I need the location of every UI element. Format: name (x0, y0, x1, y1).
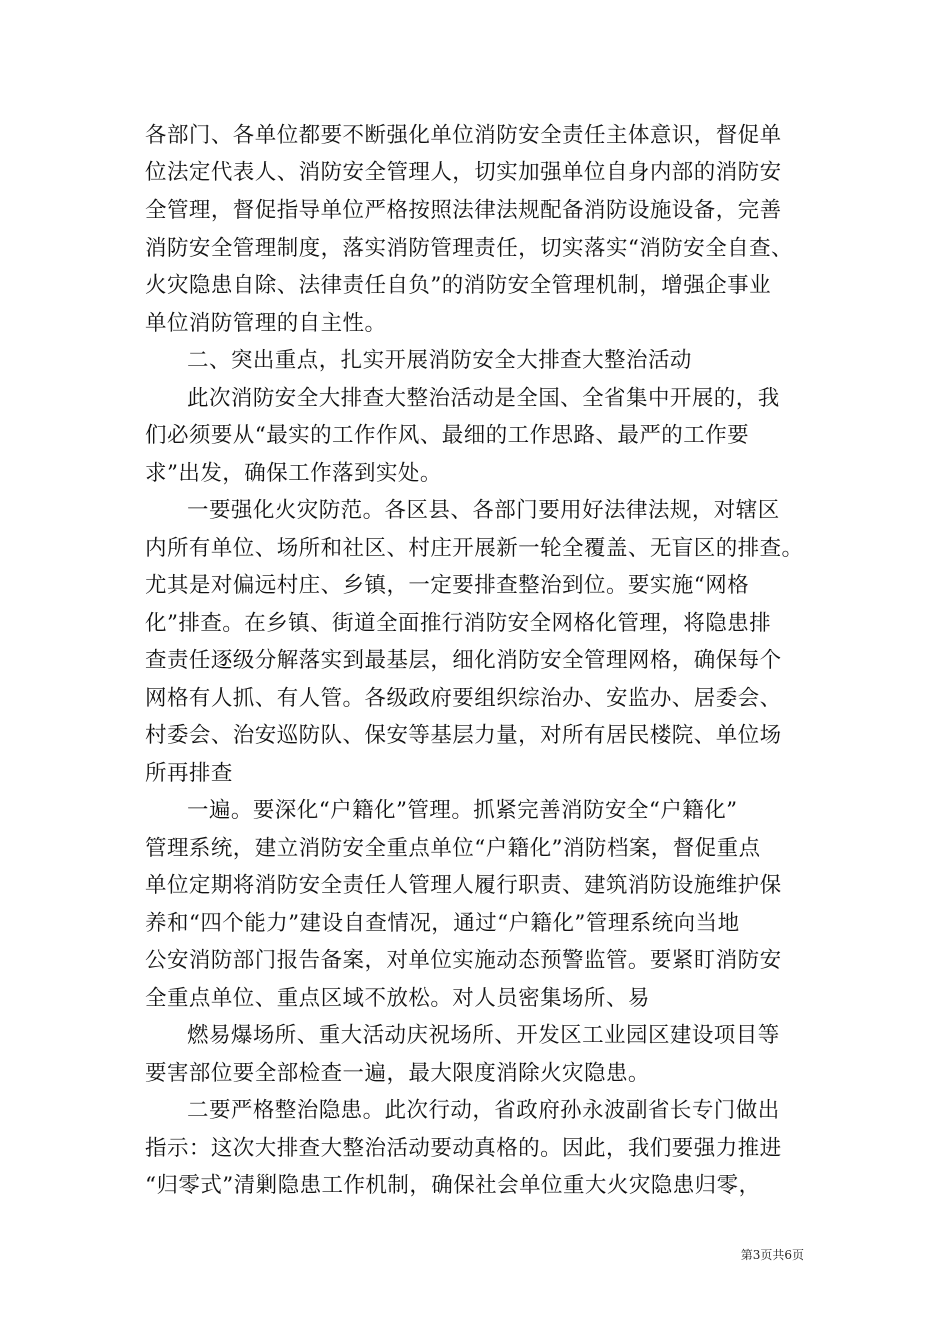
text-line: 化”排查。在乡镇、街道全面推行消防安全网格化管理，将隐患排 (145, 611, 772, 636)
text-line: 尤其是对偏远村庄、乡镇，一定要排查整治到位。要实施“网格 (145, 573, 750, 598)
text-line: 消防安全管理制度，落实消防管理责任，切实落实“消防安全自查、 (145, 236, 793, 261)
text-line: 全重点单位、重点区域不放松。对人员密集场所、易 (145, 986, 650, 1011)
text-line: 单位消防管理的自主性。 (145, 311, 387, 336)
text-line: 位法定代表人、消防安全管理人，切实加强单位自身内部的消防安 (145, 160, 782, 185)
text-line: 二要严格整治隐患。此次行动，省政府孙永波副省长专门做出 (187, 1098, 780, 1123)
text-line: 一遍。要深化“户籍化”管理。抓紧完善消防安全“户籍化” (187, 798, 738, 823)
text-line: 查责任逐级分解落实到最基层，细化消防安全管理网格，确保每个 (145, 648, 782, 673)
text-line: 燃易爆场所、重大活动庆祝场所、开发区工业园区建设项目等 (187, 1023, 780, 1048)
text-line: “归零式”清剿隐患工作机制，确保社会单位重大火灾隐患归零， (145, 1173, 761, 1198)
text-line: 网格有人抓、有人管。各级政府要组织综治办、安监办、居委会、 (145, 686, 782, 711)
text-line: 单位定期将消防安全责任人管理人履行职责、建筑消防设施维护保 (145, 873, 782, 898)
section-heading: 二、突出重点，扎实开展消防安全大排查大整治活动 (187, 348, 692, 373)
page-number: 第3页共6页 (740, 1248, 804, 1262)
text-line: 们必须要从“最实的工作作风、最细的工作思路、最严的工作要 (145, 423, 750, 448)
text-line: 火灾隐患自除、法律责任自负”的消防安全管理机制，增强企事业 (145, 273, 772, 298)
text-line: 各部门、各单位都要不断强化单位消防安全责任主体意识，督促单 (145, 123, 782, 148)
text-line: 所再排查 (145, 761, 233, 786)
text-line: 求”出发，确保工作落到实处。 (145, 461, 442, 486)
text-line: 要害部位要全部检查一遍，最大限度消除火灾隐患。 (145, 1061, 650, 1086)
text-line: 管理系统，建立消防安全重点单位“户籍化”消防档案，督促重点 (145, 836, 761, 861)
text-line: 指示：这次大排查大整治活动要动真格的。因此，我们要强力推进 (145, 1136, 782, 1161)
text-line: 一要强化火灾防范。各区县、各部门要用好法律法规，对辖区 (187, 498, 780, 523)
text-line: 村委会、治安巡防队、保安等基层力量，对所有居民楼院、单位场 (145, 723, 782, 748)
text-line: 养和“四个能力”建设自查情况，通过“户籍化”管理系统向当地 (145, 911, 740, 936)
text-line: 内所有单位、场所和社区、村庄开展新一轮全覆盖、无盲区的排查。 (145, 536, 804, 561)
text-line: 全管理，督促指导单位严格按照法律法规配备消防设施设备，完善 (145, 198, 782, 223)
text-line: 此次消防安全大排查大整治活动是全国、全省集中开展的，我 (187, 386, 780, 411)
text-line: 公安消防部门报告备案，对单位实施动态预警监管。要紧盯消防安 (145, 948, 782, 973)
